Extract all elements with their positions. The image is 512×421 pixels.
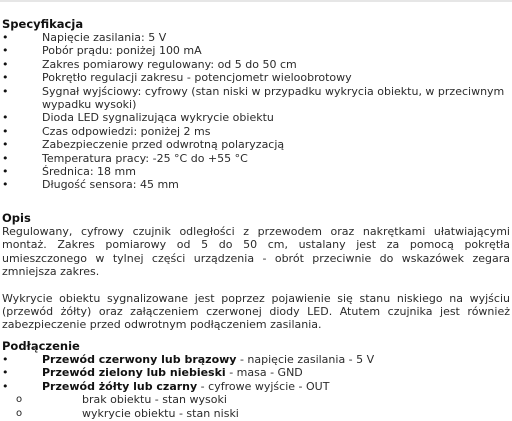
opis-paragraph-1: Regulowany, cyfrowy czujnik odległości z przewodem oraz nakrętkami ułatwiającymi montaż. Zakres pomiarowy od 5 do 50 cm, ustalany jest za pomocą pokrętła umieszczonego w tylnej części urządzenia - obrót przeciwnie do wskazówek zegara zmniejsza zakres.: [2, 225, 510, 279]
wire-desc: - napięcie zasilania - 5 V: [236, 353, 375, 366]
wire-color-yellow: żółty: [98, 379, 130, 393]
output-state-item: o wykrycie obiektu - stan niski: [2, 407, 510, 420]
wire-color-black: czarny: [156, 379, 198, 393]
opis-heading: Opis: [2, 211, 31, 225]
spec-item: • Zakres pomiarowy regulowany: od 5 do 50 cm: [2, 58, 510, 71]
wire-color-blue: niebieski: [169, 366, 226, 380]
spec-item-text: • Sygnał wyjściowy: cyfrowy (stan niski w przypadku wykrycia obiektu, w przeciwnym wypadku wysoki): [42, 84, 505, 112]
spec-item: • Średnica: 18 mm: [2, 165, 510, 178]
spec-item: • Pokrętło regulacji zakresu - potencjometr wieloobrotowy: [2, 71, 510, 84]
spec-heading: Specyfikacja: [2, 17, 84, 31]
wire-or: lub: [129, 379, 157, 393]
wire-item-ground: [2, 366, 510, 379]
spec-list: [2, 31, 510, 192]
wire-item-power: [2, 353, 510, 366]
spec-item: • Temperatura pracy: -25 °C do +55 °C: [2, 152, 510, 165]
output-state-list: [2, 393, 510, 420]
spec-item: • Czas odpowiedzi: poniżej 2 ms: [2, 125, 510, 138]
spec-item: • Dioda LED sygnalizująca wykrycie obiektu: [2, 111, 510, 124]
wire-color-red: czerwony: [98, 353, 158, 366]
wire-label: Przewód: [42, 366, 99, 380]
opis-section: [2, 211, 510, 332]
wire-label: Przewód: [42, 379, 99, 393]
wire-or: lub: [142, 366, 170, 380]
top-divider: [0, 0, 512, 2]
podl-section: [2, 339, 510, 420]
spec-item: • Pobór prądu: poniżej 100 mA: [2, 44, 510, 57]
wire-color-brown: brązowy: [184, 353, 237, 366]
wire-label: Przewód: [42, 353, 99, 366]
wire-desc: - masa - GND: [225, 366, 303, 380]
output-state-item: o brak obiektu - stan wysoki: [2, 393, 510, 406]
wire-desc: - cyfrowe wyjście - OUT: [197, 379, 330, 393]
wire-list: [2, 353, 510, 393]
spec-item: [2, 85, 510, 112]
spec-item: • Napięcie zasilania: 5 V: [2, 31, 510, 44]
wire-color-green: zielony: [98, 366, 143, 380]
opis-paragraph-2: Wykrycie obiektu sygnalizowane jest poprzez pojawienie się stanu niskiego na wyjściu (przewód żółty) oraz załączeniem czerwonej diody LED. Atutem czujnika jest również zabezpieczenie przed odwrotnym podłączeniem zasilania.: [2, 291, 510, 332]
wire-item-output: [2, 380, 510, 393]
spec-section: [2, 17, 510, 192]
spec-item: • Długość sensora: 45 mm: [2, 178, 510, 191]
podl-heading: Podłączenie: [2, 339, 80, 353]
wire-or: lub: [157, 353, 185, 366]
spec-item: • Zabezpieczenie przed odwrotną polaryzacją: [2, 138, 510, 151]
